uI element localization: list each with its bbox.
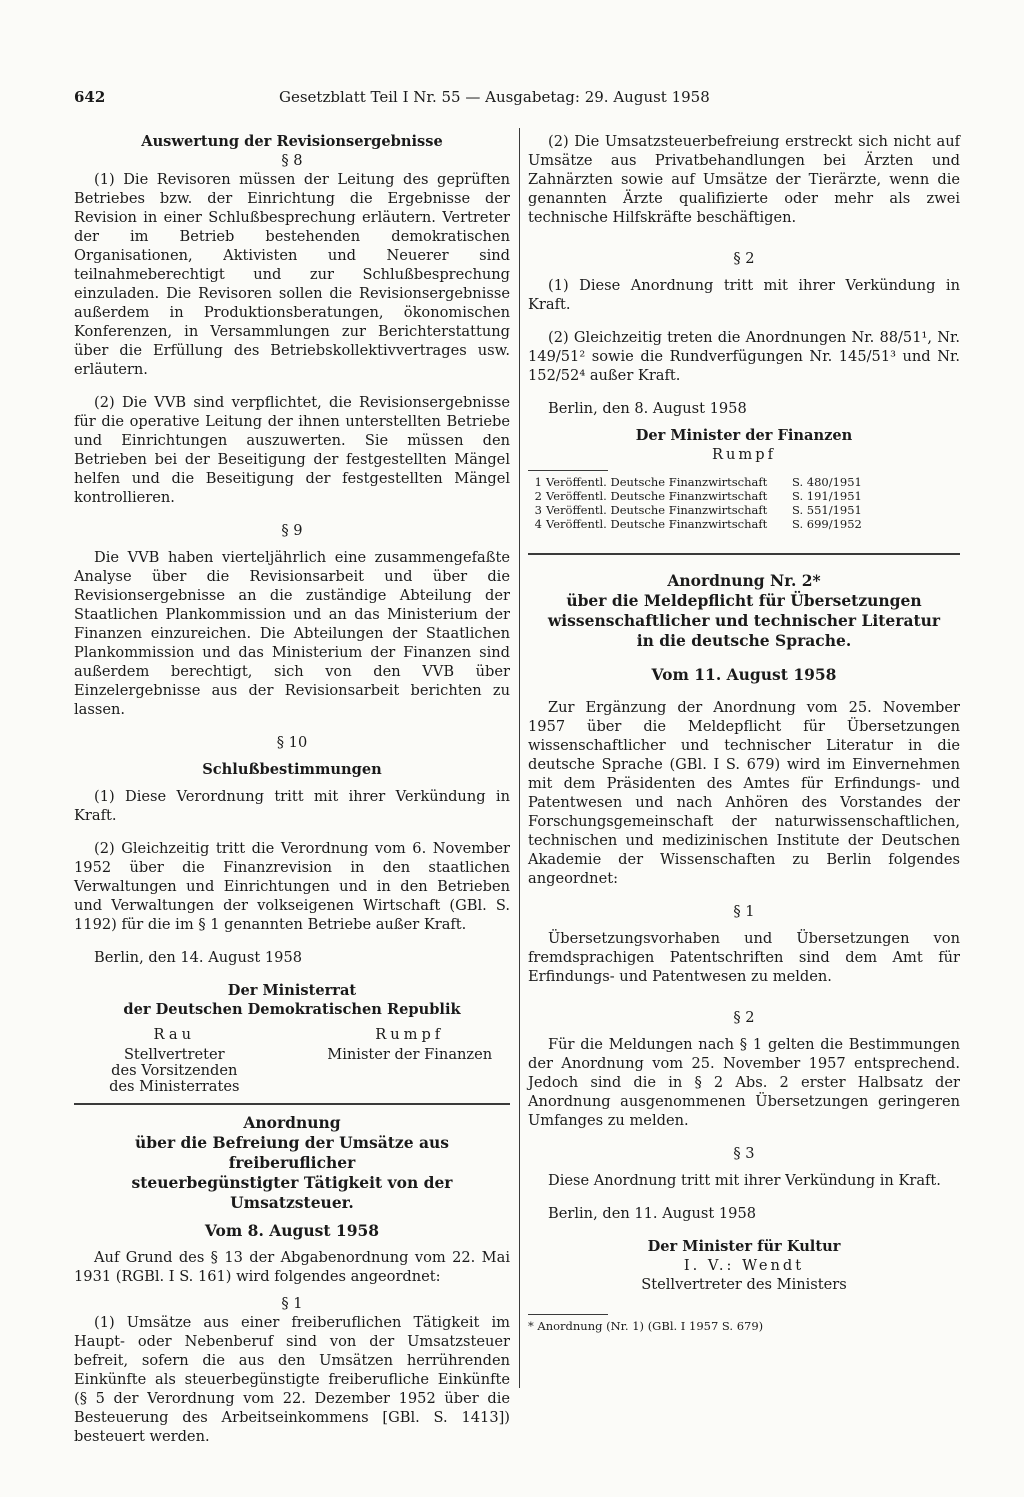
- body-paragraph: (2) Gleichzeitig treten die Anordnungen Nr. 88/51¹, Nr. 149/51² sowie die Rundverfügungen Nr. 145/51³ und Nr. 152/52⁴ außer Kraft.: [528, 329, 960, 384]
- signer-title: Der Minister für Kultur: [647, 1238, 841, 1255]
- footnote: 4 Veröffentl. Deutsche Finanzwirtschaft S. 699/1952: [534, 517, 862, 531]
- signature-left: [74, 1027, 275, 1095]
- ordinance-date: Vom 11. August 1958: [651, 665, 837, 684]
- signer-role: des Vorsitzenden: [111, 1062, 238, 1079]
- body-paragraph: (1) Diese Verordnung tritt mit ihrer Verkündung in Kraft.: [74, 788, 510, 824]
- footnote: 1 Veröffentl. Deutsche Finanzwirtschaft S. 480/1951: [534, 475, 862, 489]
- footnote-rule: [528, 1314, 608, 1315]
- issuer-line: Der Ministerrat: [227, 982, 357, 999]
- section-rule: [528, 553, 960, 555]
- column-divider: [519, 128, 520, 1388]
- body-paragraph: Zur Ergänzung der Anordnung vom 25. November 1957 über die Meldepflicht für Übersetzungen wissenschaftlicher und technischer Literatur in die deutsche Sprache (GBl. I S. 679) wird im Einvernehmen mit dem Präsidenten des Amtes für Erfindungs- und Patentwesen und nach Anhören des Vorstandes der Forschungsgemeinschaft der naturwissenschaftlichen, technischen und medizinischen Institute der Deutschen Akademie der Wissenschaften zu Berlin folgendes angeordnet:: [528, 699, 960, 887]
- signature-right: [309, 1027, 510, 1095]
- page-header: [74, 88, 964, 110]
- ordinance-title: Anordnung Nr. 2* über die Meldepflicht für Übersetzungen wissenschaftlicher und technischer Literatur in die deutsche Sprache.: [547, 571, 941, 650]
- paragraph-mark: § 3: [733, 1145, 755, 1162]
- issuer-line: der Deutschen Demokratischen Republik: [123, 1001, 461, 1018]
- body-paragraph: Diese Anordnung tritt mit ihrer Verkündung in Kraft.: [548, 1172, 941, 1189]
- section-title: Auswertung der Revisionsergebnisse: [141, 133, 443, 150]
- running-head: Gesetzblatt Teil I Nr. 55 — Ausgabetag: 29. August 1958: [279, 88, 710, 106]
- body-paragraph: Übersetzungsvorhaben und Übersetzungen von fremdsprachigen Patentschriften sind dem Amt für Erfindungs- und Patentwesen zu melden.: [528, 930, 960, 985]
- footnotes: [528, 475, 960, 531]
- paragraph-mark: § 10: [276, 734, 308, 751]
- signer-role: Stellvertreter: [123, 1046, 225, 1063]
- signer-name: Rumpf: [712, 446, 776, 463]
- signer-name: I. V.: Wendt: [683, 1257, 805, 1274]
- footnote-rule: [528, 470, 608, 471]
- paragraph-mark: § 9: [281, 522, 303, 539]
- paragraph-mark: § 2: [733, 1009, 755, 1026]
- footnote: * Anordnung (Nr. 1) (GBl. I 1957 S. 679): [528, 1319, 764, 1333]
- ordinance-date: Vom 8. August 1958: [204, 1221, 380, 1240]
- footnote: 2 Veröffentl. Deutsche Finanzwirtschaft S. 191/1951: [534, 489, 862, 503]
- body-paragraph: Auf Grund des § 13 der Abgabenordnung vom 22. Mai 1931 (RGBl. I S. 161) wird folgendes angeordnet:: [74, 1249, 510, 1285]
- body-paragraph: Für die Meldungen nach § 1 gelten die Bestimmungen der Anordnung vom 25. November 1957 entsprechend. Jedoch sind die in § 2 Abs. 2 erster Halbsatz der Anordnung ausgenommenen Übersetzungen geringeren Umfanges zu melden.: [528, 1036, 960, 1129]
- ordinance-title: Anordnung über die Befreiung der Umsätze aus freiberuflicher steuerbegünstigter Tätigkeit von der Umsatzsteuer.: [131, 1113, 453, 1212]
- body-paragraph: (1) Die Revisoren müssen der Leitung des geprüften Betriebes bzw. der Einrichtung die Ergebnisse der Revision in einer Schlußbesprechung erläutern. Vertreter der im Betrieb bestehenden demokratischen Organisationen, Aktivisten und Neuerer sind teilnahmeberechtigt und zur Schlußbesprechung einzuladen. Die Revisoren sollen die Revisionsergebnisse außerdem in Produktionsberatungen, ökonomischen Konferenzen, in Versammlungen zur Berichterstattung über die Erfüllung des Betriebskollektivvertrages usw. erläutern.: [74, 171, 510, 378]
- section-rule: [74, 1103, 510, 1105]
- paragraph-mark: § 8: [281, 152, 303, 169]
- body-paragraph: (1) Umsätze aus einer freiberuflichen Tätigkeit im Haupt- oder Nebenberuf sind von der Umsatzsteuer befreit, sofern die aus den Umsätzen herrührenden Einkünfte als steuerbegünstigte freiberufliche Einkünfte (§ 5 der Verordnung vom 22. Dezember 1952 über die Besteuerung des Arbeitseinkommens [GBl. S. 1413]) besteuert werden.: [74, 1314, 510, 1445]
- signer-name: Rumpf: [375, 1026, 445, 1043]
- body-paragraph: (2) Die VVB sind verpflichtet, die Revisionsergebnisse für die operative Leitung der ihnen unterstellten Betriebe und Einrichtungen auszuwerten. Sie müssen den Betrieben bei der Beseitigung der festgestellten Mängel helfen und die Beseitigung der festgestellten Mängel kontrollieren.: [74, 394, 510, 506]
- place-date: Berlin, den 14. August 1958: [94, 949, 303, 966]
- body-paragraph: (1) Diese Anordnung tritt mit ihrer Verkündung in Kraft.: [528, 277, 960, 313]
- signature-block: [74, 1027, 510, 1095]
- right-column: [528, 132, 960, 1333]
- signer-title: Der Minister der Finanzen: [635, 427, 853, 444]
- place-date: Berlin, den 11. August 1958: [548, 1205, 757, 1222]
- signer-name: Rau: [153, 1026, 195, 1043]
- page-number: 642: [74, 88, 106, 106]
- section-title: Schlußbestimmungen: [202, 761, 382, 778]
- paragraph-mark: § 1: [281, 1295, 303, 1312]
- body-paragraph: Die VVB haben vierteljährlich eine zusammengefaßte Analyse über die Revisionsarbeit und über die Revisionsergebnisse an die zuständige Abteilung der Staatlichen Plankommission und an das Ministerium der Finanzen einzureichen. Die Abteilungen der Staatlichen Plankommission und das Ministerium der Finanzen sind außerdem berechtigt, sich von den VVB über Einzelergebnisse aus der Revisionsarbeit berichten zu lassen.: [74, 549, 510, 718]
- signer-role: des Ministerrates: [109, 1078, 240, 1095]
- place-date: Berlin, den 8. August 1958: [548, 400, 747, 417]
- paragraph-mark: § 2: [733, 250, 755, 267]
- body-paragraph: (2) Gleichzeitig tritt die Verordnung vom 6. November 1952 über die Finanzrevision in den staatlichen Verwaltungen und Einrichtungen und in den Betrieben und Verwaltungen der volkseigenen Wirtschaft (GBl. S. 1192) für die im § 1 genannten Betriebe außer Kraft.: [74, 840, 510, 933]
- left-column: [74, 132, 510, 1446]
- footnote: 3 Veröffentl. Deutsche Finanzwirtschaft S. 551/1951: [534, 503, 862, 517]
- signer-role: Minister der Finanzen: [327, 1046, 493, 1063]
- body-paragraph: (2) Die Umsatzsteuerbefreiung erstreckt sich nicht auf Umsätze aus Privatbehandlungen bei Ärzten und Zahnärzten sowie auf Umsätze der Tierärzte, wenn die genannten Ärzte qualifizierte oder mehr als zwei technische Hilfskräfte beschäftigen.: [528, 133, 960, 226]
- paragraph-mark: § 1: [733, 903, 755, 920]
- signer-role: Stellvertreter des Ministers: [641, 1276, 847, 1293]
